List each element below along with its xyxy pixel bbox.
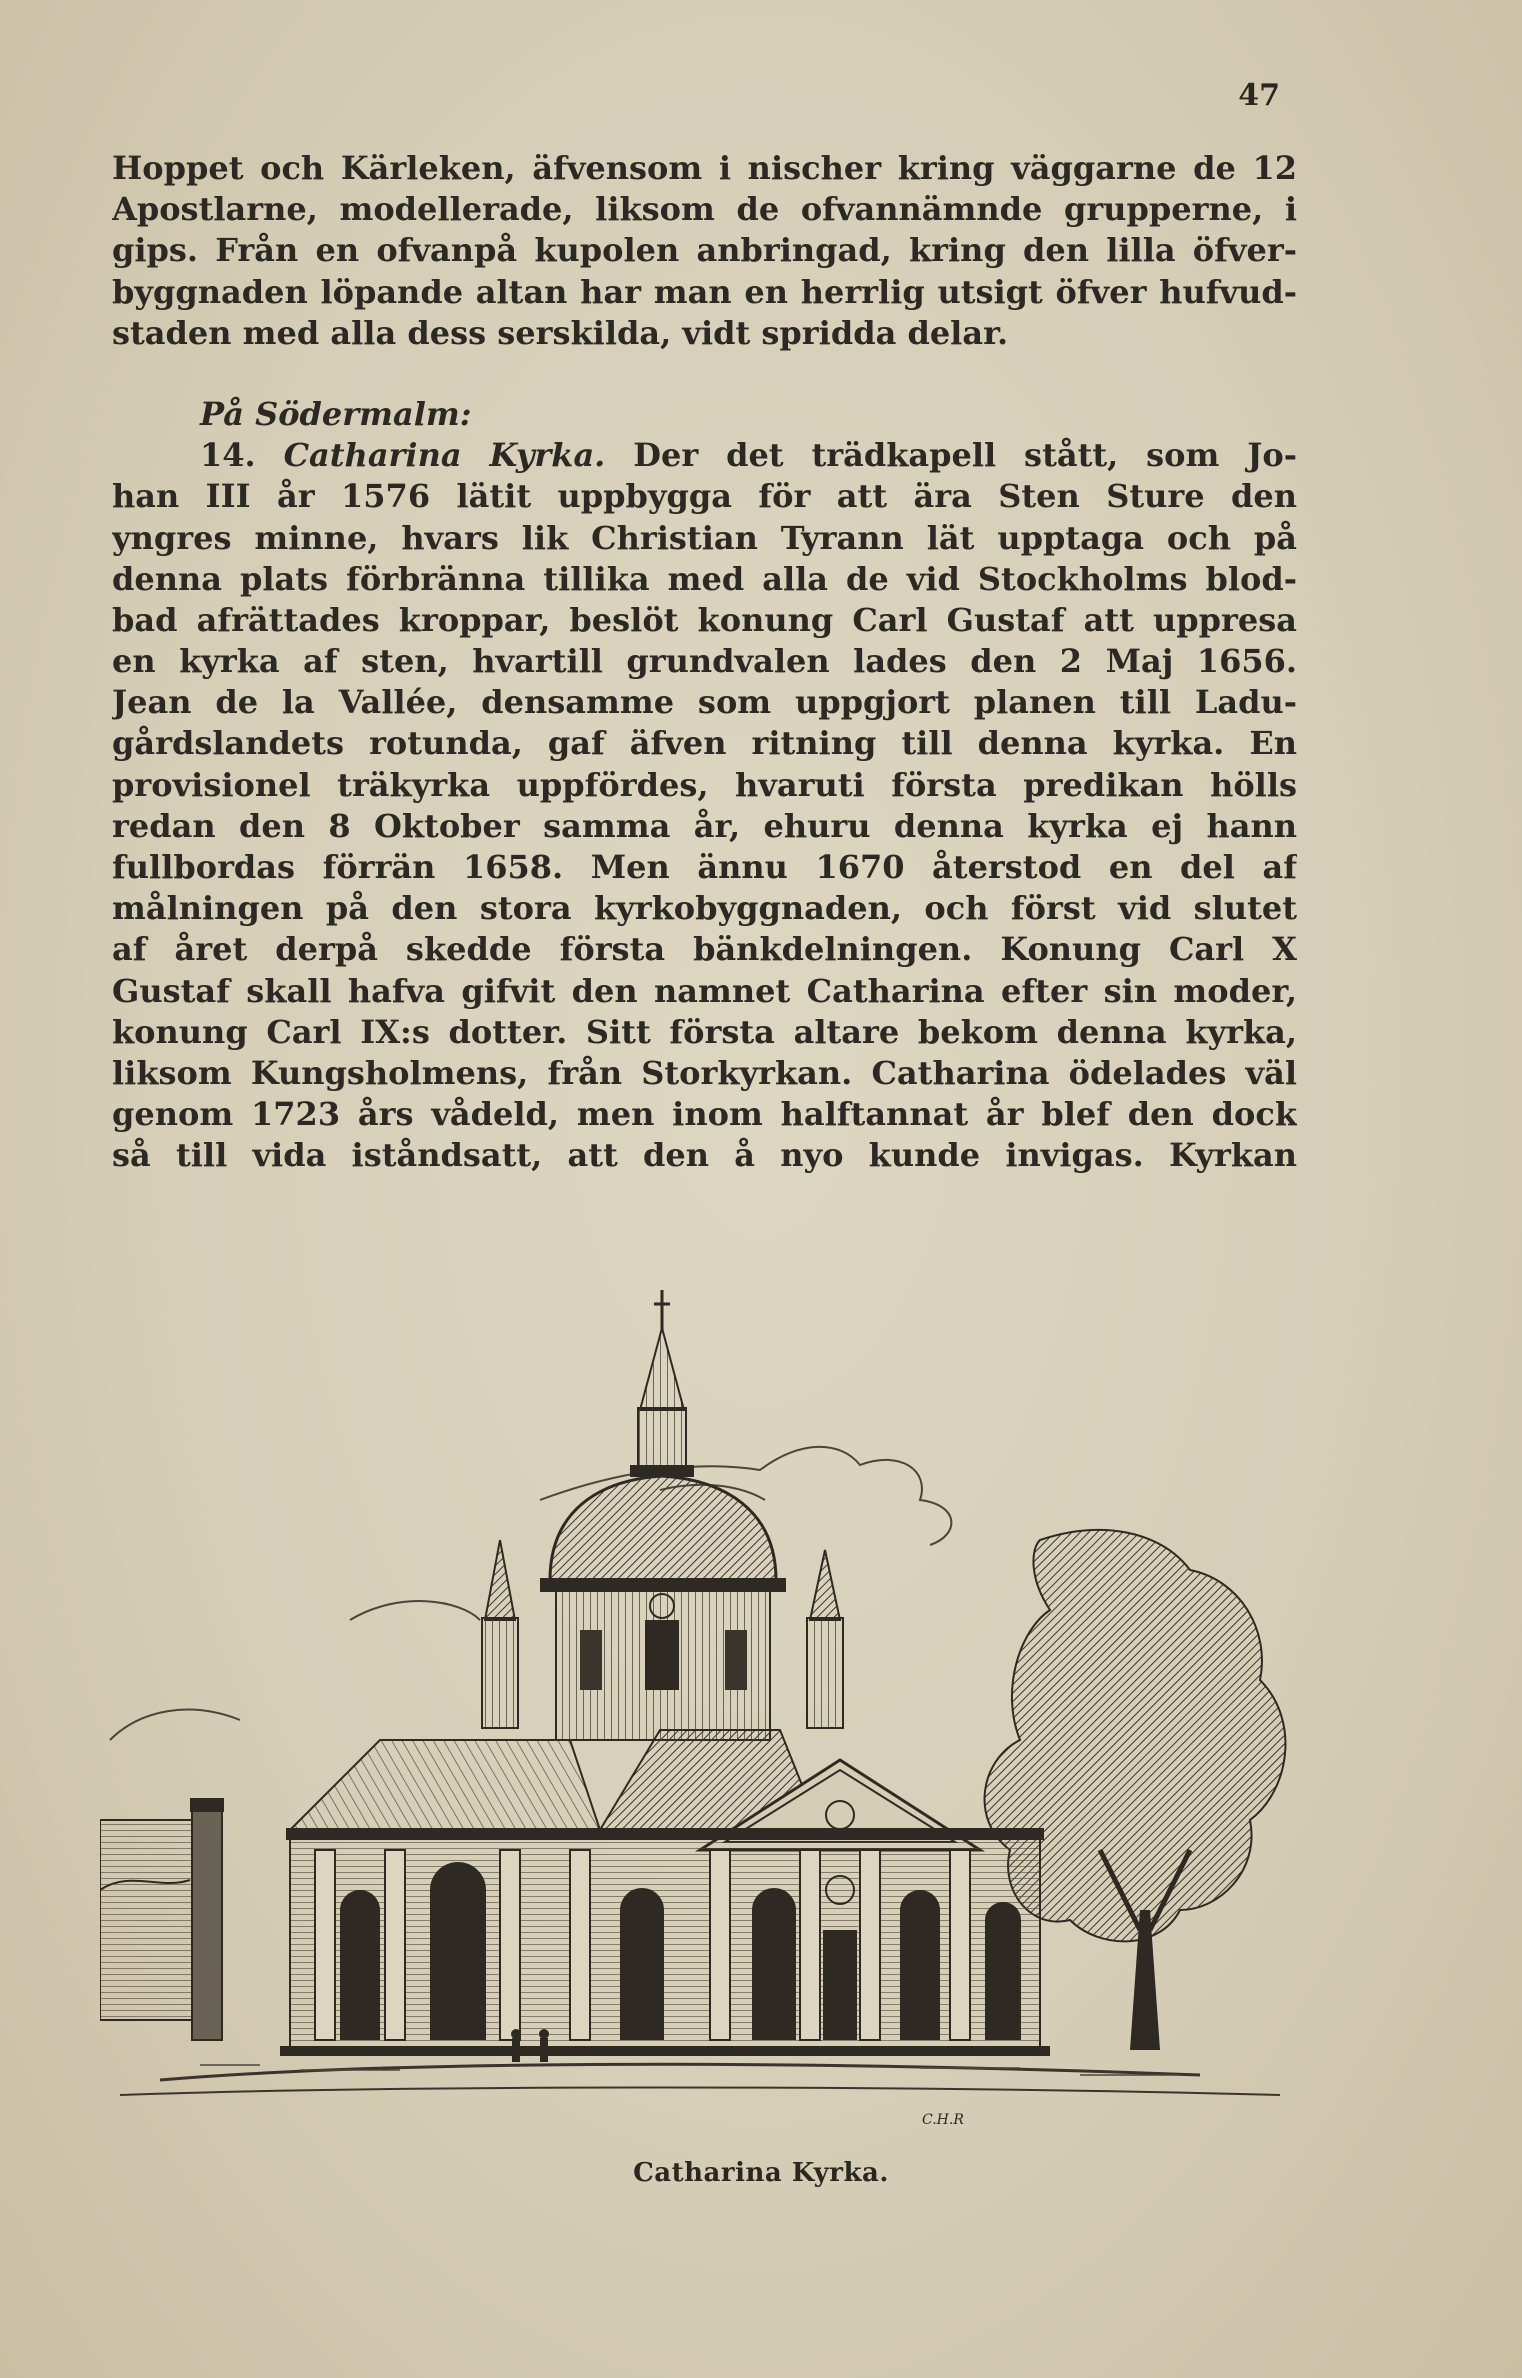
text-line: målningen på den stora kyrkobyggnaden, och först vid slutet xyxy=(112,889,1297,928)
text-line: gips. Från en ofvanpå kupolen anbringad, kring den lilla öfver- xyxy=(112,231,1297,270)
text-line: så till vida iståndsatt, att den å nyo kunde invigas. Kyrkan xyxy=(112,1136,1297,1175)
gate-wall xyxy=(100,1798,224,2040)
entry-number: 14. xyxy=(200,436,256,475)
text-line: bad afrättades kroppar, beslöt konung Carl Gustaf att uppresa xyxy=(112,600,1297,639)
text-line: byggnaden löpande altan har man en herrlig utsigt öfver hufvud- xyxy=(112,272,1297,311)
church-dome xyxy=(540,1476,786,1740)
text-line: fullbordas förrän 1658. Men ännu 1670 återstod en del af xyxy=(112,848,1297,886)
entry-heading-line xyxy=(112,435,1297,476)
text-line: provisionel träkyrka uppfördes, hvaruti första predikan hölls xyxy=(112,765,1297,804)
text-line: gårdslandets rotunda, gaf äfven ritning till denna kyrka. En xyxy=(112,724,1297,763)
text-line: denna plats förbränna tillika med alla de vid Stockholms blod- xyxy=(112,559,1297,598)
text-line: Hoppet och Kärleken, äfvensom i nischer kring väggarne de 12 xyxy=(112,149,1297,187)
text-line: Jean de la Vallée, densamme som uppgjort planen till Ladu- xyxy=(112,683,1297,722)
text-line: Gustaf skall hafva gifvit den namnet Catharina efter sin moder, xyxy=(112,971,1297,1010)
engraver-signature: C.H.R xyxy=(922,2112,964,2128)
text-line: Apostlarne, modellerade, liksom de ofvannämnde grupperne, i xyxy=(112,190,1297,229)
text-line: en kyrka af sten, hvartill grundvalen lades den 2 Maj 1656. xyxy=(112,642,1297,681)
entry-title: Catharina Kyrka. xyxy=(283,436,606,475)
church-engraving xyxy=(100,1290,1310,2150)
text-line: han III år 1576 lätit uppbygga för att ära Sten Sture den xyxy=(112,477,1297,516)
text-line: genom 1723 års vådeld, men inom halftannat år blef den dock xyxy=(112,1095,1297,1134)
body-text xyxy=(112,148,1297,1177)
illustration-caption: Catharina Kyrka. xyxy=(633,2158,889,2188)
paragraph-gap xyxy=(112,354,1297,394)
text-line: konung Carl IX:s dotter. Sitt första altare bekom denna kyrka, xyxy=(112,1012,1297,1051)
church-facade xyxy=(280,1828,1050,2056)
text-line: liksom Kungsholmens, från Storkyrkan. Catharina ödelades väl xyxy=(112,1053,1297,1092)
page-number: 47 xyxy=(1238,78,1280,113)
text-line: redan den 8 Oktober samma år, ehuru denna kyrka ej hann xyxy=(112,806,1297,845)
text-line: af året derpå skedde första bänkdelningen. Konung Carl X xyxy=(112,930,1297,969)
entry-first-line: Der det trädkapell stått, som Jo- xyxy=(633,436,1297,475)
text-line: staden med alla dess serskilda, vidt spridda delar. xyxy=(112,313,1009,352)
church-spire xyxy=(630,1290,694,1477)
section-heading: På Södermalm: xyxy=(200,394,472,433)
text-line: yngres minne, hvars lik Christian Tyrann lät upptaga och på xyxy=(112,518,1297,557)
